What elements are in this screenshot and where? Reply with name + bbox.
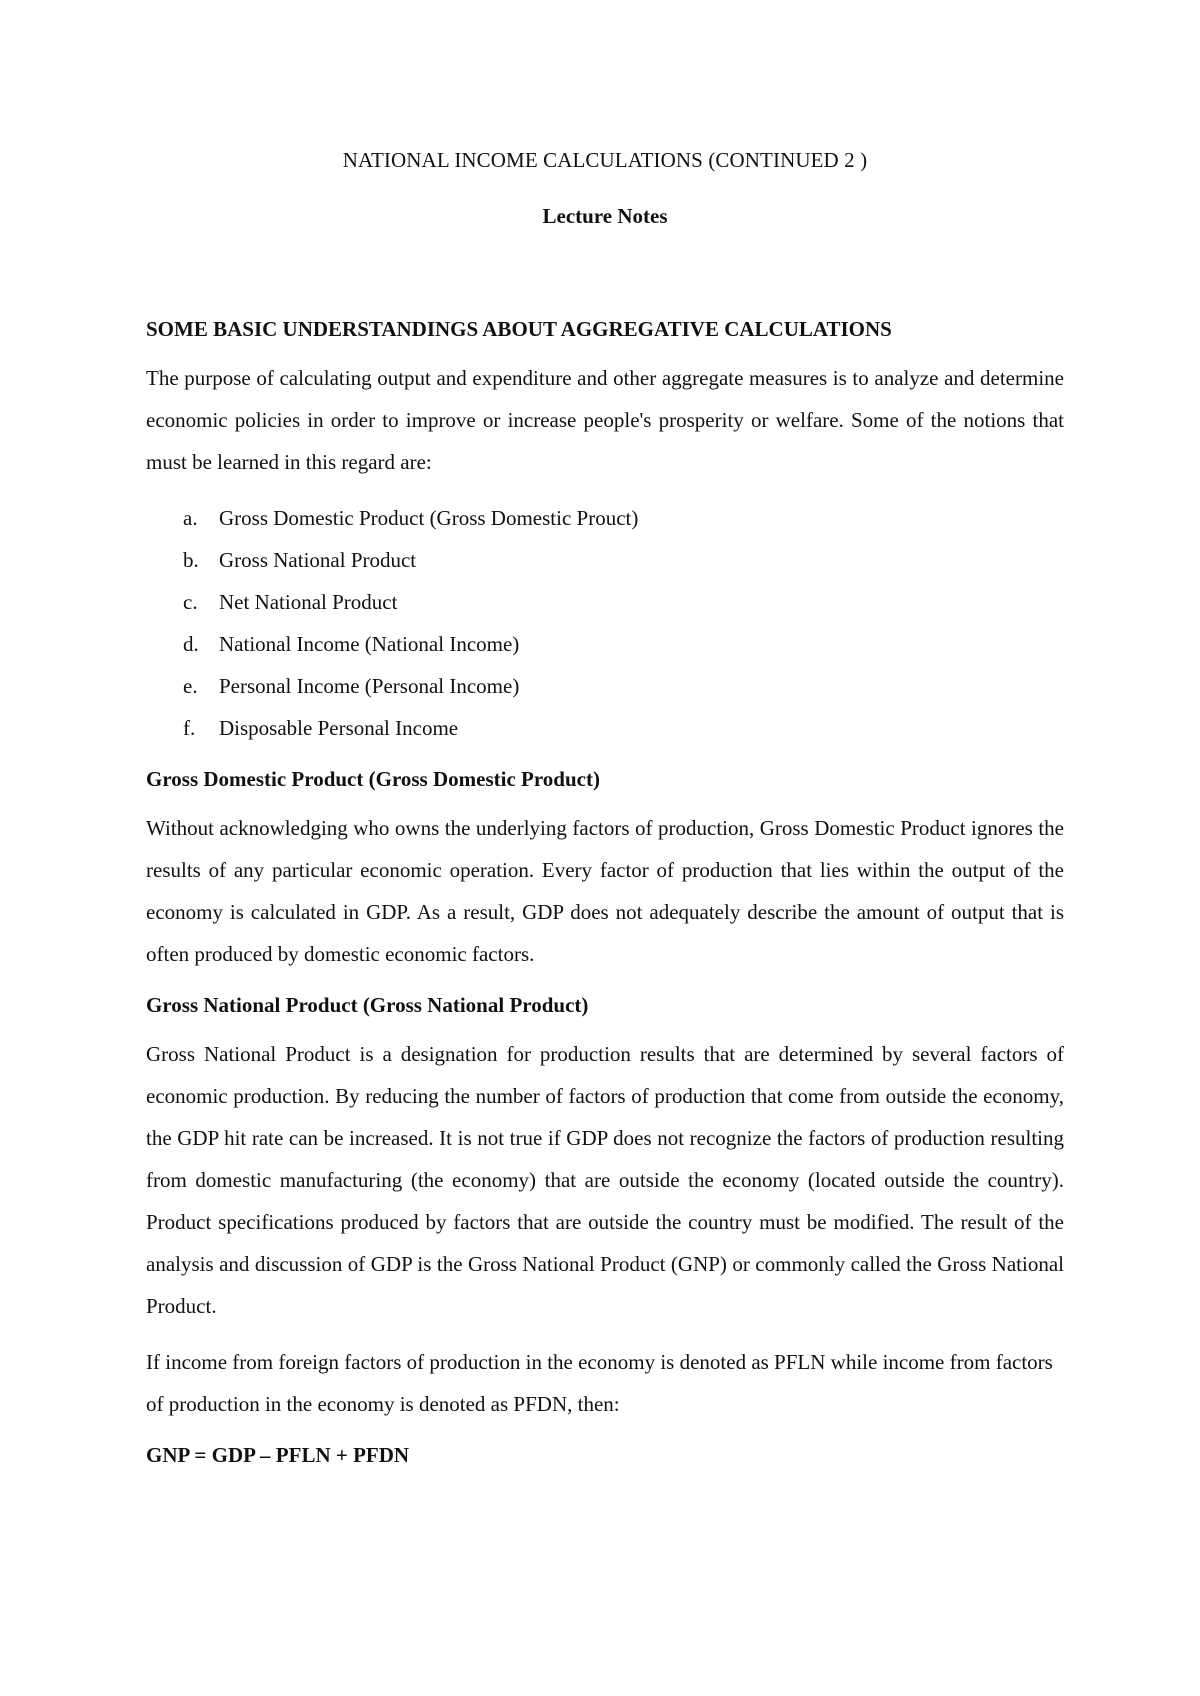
list-item-text: National Income (National Income) [219, 632, 520, 656]
document-subtitle: Lecture Notes [542, 204, 668, 228]
list-item-text: Gross Domestic Product (Gross Domestic Prouct) [219, 506, 639, 530]
document-page [146, 130, 1064, 1469]
section-heading: SOME BASIC UNDERSTANDINGS ABOUT AGGREGATIVE CALCULATIONS [146, 317, 892, 341]
list-marker: b. [183, 548, 199, 572]
list-item [146, 707, 1064, 749]
gnp-paragraph: Gross National Product is a designation for production results that are determined by several factors of economic production. By reducing the number of factors of production that come from outside the economy, the GDP hit rate can be increased. It is not true if GDP does not recognize the factors of production resulting from domestic manufacturing (the economy) that are outside the economy (located outside the country). Product specifications produced by factors that are outside the country must be modified. The result of the analysis and discussion of GDP is the Gross National Product (GNP) or commonly called the Gross National Product. [146, 1042, 1064, 1318]
gdp-paragraph: Without acknowledging who owns the underlying factors of production, Gross Domestic Product ignores the results of any particular economic operation. Every factor of production that lies within the output of the economy is calculated in GDP. As a result, GDP does not adequately describe the amount of output that is often produced by domestic economic factors. [146, 816, 1064, 966]
list-item [146, 539, 1064, 581]
list-item [146, 665, 1064, 707]
list-item-text: Disposable Personal Income [219, 716, 459, 740]
list-marker: f. [183, 716, 196, 740]
list-item [146, 581, 1064, 623]
section-intro-paragraph: The purpose of calculating output and expenditure and other aggregate measures is to analyze and determine economic policies in order to improve or increase people's prosperity or welfare. Some of the notions that must be learned in this regard are: [146, 366, 1064, 474]
income-note-paragraph: If income from foreign factors of production in the economy is denoted as PFLN while income from factors of production in the economy is denoted as PFDN, then: [146, 1350, 1053, 1416]
list-item-text: Net National Product [219, 590, 398, 614]
list-marker: c. [183, 590, 198, 614]
list-marker: d. [183, 632, 199, 656]
gnp-heading: Gross National Product (Gross National Product) [146, 993, 589, 1017]
list-marker: a. [183, 506, 198, 530]
document-title: NATIONAL INCOME CALCULATIONS (CONTINUED 2 ) [342, 148, 868, 172]
list-item-text: Gross National Product [219, 548, 417, 572]
notions-list [146, 497, 1064, 749]
gdp-heading: Gross Domestic Product (Gross Domestic Product) [146, 767, 600, 791]
list-item [146, 623, 1064, 665]
list-item [146, 497, 1064, 539]
gnp-formula: GNP = GDP – PFLN + PFDN [146, 1443, 410, 1467]
list-marker: e. [183, 674, 198, 698]
list-item-text: Personal Income (Personal Income) [219, 674, 520, 698]
